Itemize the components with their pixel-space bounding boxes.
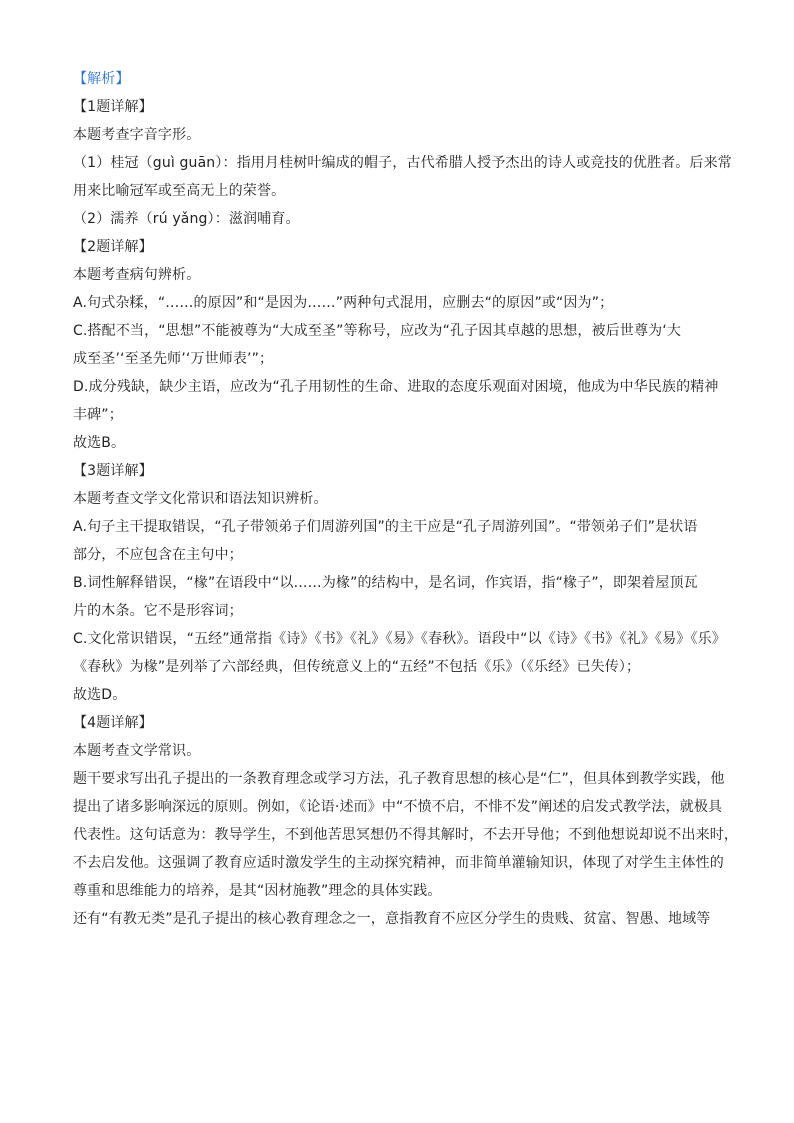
text-line: 本题考查文学文化常识和语法知识辨析。 [73,491,328,507]
text-line: 【3题详解】 [73,463,153,479]
text-line: 题干要求写出孔子提出的一条教育理念或学习方法，孔子教育思想的核心是“仁”，但具体到教学实践，他 [73,771,725,787]
text-line: 《春秋》为椽”是列举了六部经典，但传统意义上的“五经”不包括《乐》（《乐经》已失传）； [73,659,641,675]
text-line: 故选D。 [73,687,127,703]
text-line: 成至圣’‘至圣先师’‘万世师表’”； [73,351,274,367]
text-line: 提出了诸多影响深远的原则。例如，《论语·述而》中“不愤不启，不悱不发”阐述的启发式教学法，就极具 [73,799,723,815]
text-line: A.句式杂糅，“……的原因”和“是因为……”两种句式混用，应删去“的原因”或“因为”； [73,295,614,311]
text-line: C.搭配不当，“思想”不能被尊为“大成至圣”等称号，应改为“孔子因其卓越的思想，被后世尊为‘大 [73,323,681,339]
text-line: 【1题详解】 [73,99,153,115]
text-line: 【解析】 [73,71,130,87]
text-line: 【2题详解】 [73,239,153,255]
answer-analysis-body [73,65,739,933]
text-line: 故选B。 [73,435,126,451]
text-line: 本题考查文学常识。 [73,743,201,759]
text-line: 代表性。这句话意为：教导学生，不到他苦思冥想仍不得其解时，不去开导他；不到他想说却说不出来时， [73,827,739,843]
text-line: 部分，不应包含在主句中； [73,547,243,563]
text-line: 本题考查病句辨析。 [73,267,201,283]
text-line: A.句子主干提取错误，“孔子带领弟子们周游列国”的主干应是“孔子周游列国”。“带领弟子们”是状语 [73,519,698,535]
text-line: D.成分残缺，缺少主语，应改为“孔子用韧性的生命、进取的态度乐观面对困境，他成为中华民族的精神 [73,379,719,395]
text-line: 丰碑”； [73,407,123,423]
text-line: 片的木条。它不是形容词； [73,603,243,619]
text-line: 用来比喻冠军或至高无上的荣誉。 [73,183,286,199]
text-line: 不去启发他。这强调了教育应适时激发学生的主动探究精神，而非简单灌输知识，体现了对学生主体性的 [73,855,724,871]
text-line: 本题考查字音字形。 [73,127,201,143]
text-line: B.词性解释错误，“椽”在语段中“以……为椽”的结构中，是名词，作宾语，指“椽子”，即架着屋顶瓦 [73,575,698,591]
text-line: 还有“有教无类”是孔子提出的核心教育理念之一，意指教育不应区分学生的贵贱、贫富、智愚、地域等 [73,911,711,927]
text-line: 尊重和思维能力的培养，是其“因材施教”理念的具体实践。 [73,883,442,899]
text-line: C.文化常识错误，“五经”通常指《诗》《书》《礼》《易》《春秋》。语段中“以《诗》《书》《礼》《易》《乐》 [73,631,726,647]
text-line: 【4题详解】 [73,715,153,731]
text-line: （1）桂冠（guì guān）：指用月桂树叶编成的帽子，古代希腊人授予杰出的诗人或竞技的优胜者。后来常 [73,155,732,171]
text-line: （2）濡养（rú yǎng）：滋润哺育。 [73,211,300,227]
